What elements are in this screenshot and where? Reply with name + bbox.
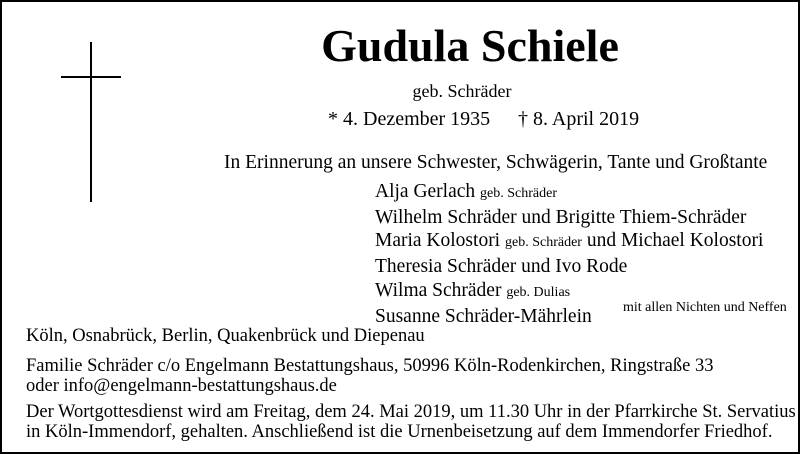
contact-email: oder info@engelmann-bestattungshaus.de — [26, 376, 337, 396]
cross-icon-bar — [61, 76, 121, 78]
service-line: in Köln-Immendorf, gehalten. Anschließend ist die Urnenbeisetzung auf dem Immendorfer Friedhof. — [26, 422, 773, 442]
mourner-name: Maria Kolostori — [375, 230, 501, 252]
mourner-name: Susanne Schräder-Mährlein — [375, 305, 592, 327]
mourner-name: Wilma Schräder — [375, 279, 502, 301]
mourner-entry — [375, 229, 763, 255]
service-info — [26, 402, 796, 442]
contact-block — [26, 356, 713, 396]
memorial-intro: In Erinnerung an unsere Schwester, Schwägerin, Tante und Großtante — [224, 152, 768, 173]
mourner-entry — [375, 206, 763, 230]
mourner-entry — [375, 255, 763, 279]
mourner-name: Alja Gerlach — [375, 181, 476, 202]
mourner-entry — [375, 180, 763, 206]
mourner-maiden-name: geb. Schräder — [504, 235, 582, 251]
mourner-maiden-name: geb. Dulias — [506, 284, 571, 300]
death-date: † 8. April 2019 — [518, 108, 640, 130]
maiden-name: geb. Schräder — [412, 81, 512, 101]
mourner-partner: und Michael Kolostori — [586, 230, 764, 252]
contact-address: Familie Schräder c/o Engelmann Bestattungshaus, 50996 Köln-Rodenkirchen, Ringstraße 33 — [26, 356, 714, 376]
mourner-name: Wilhelm Schräder und Brigitte Thiem-Schräder — [375, 206, 747, 228]
places-line: Köln, Osnabrück, Berlin, Quakenbrück und Diepenau — [26, 326, 425, 346]
service-line: Der Wortgottesdienst wird am Freitag, dem 24. Mai 2019, um 11.30 Uhr in der Pfarrkirche St. Servatius — [26, 402, 796, 422]
mourner-name: Theresia Schräder und Ivo Rode — [375, 256, 628, 278]
relatives-note: mit allen Nichten und Neffen — [623, 300, 787, 315]
birth-date: * 4. Dezember 1935 — [328, 108, 491, 130]
deceased-name: Gudula Schiele — [321, 20, 619, 71]
mourner-maiden-name: geb. Schräder — [480, 186, 558, 201]
